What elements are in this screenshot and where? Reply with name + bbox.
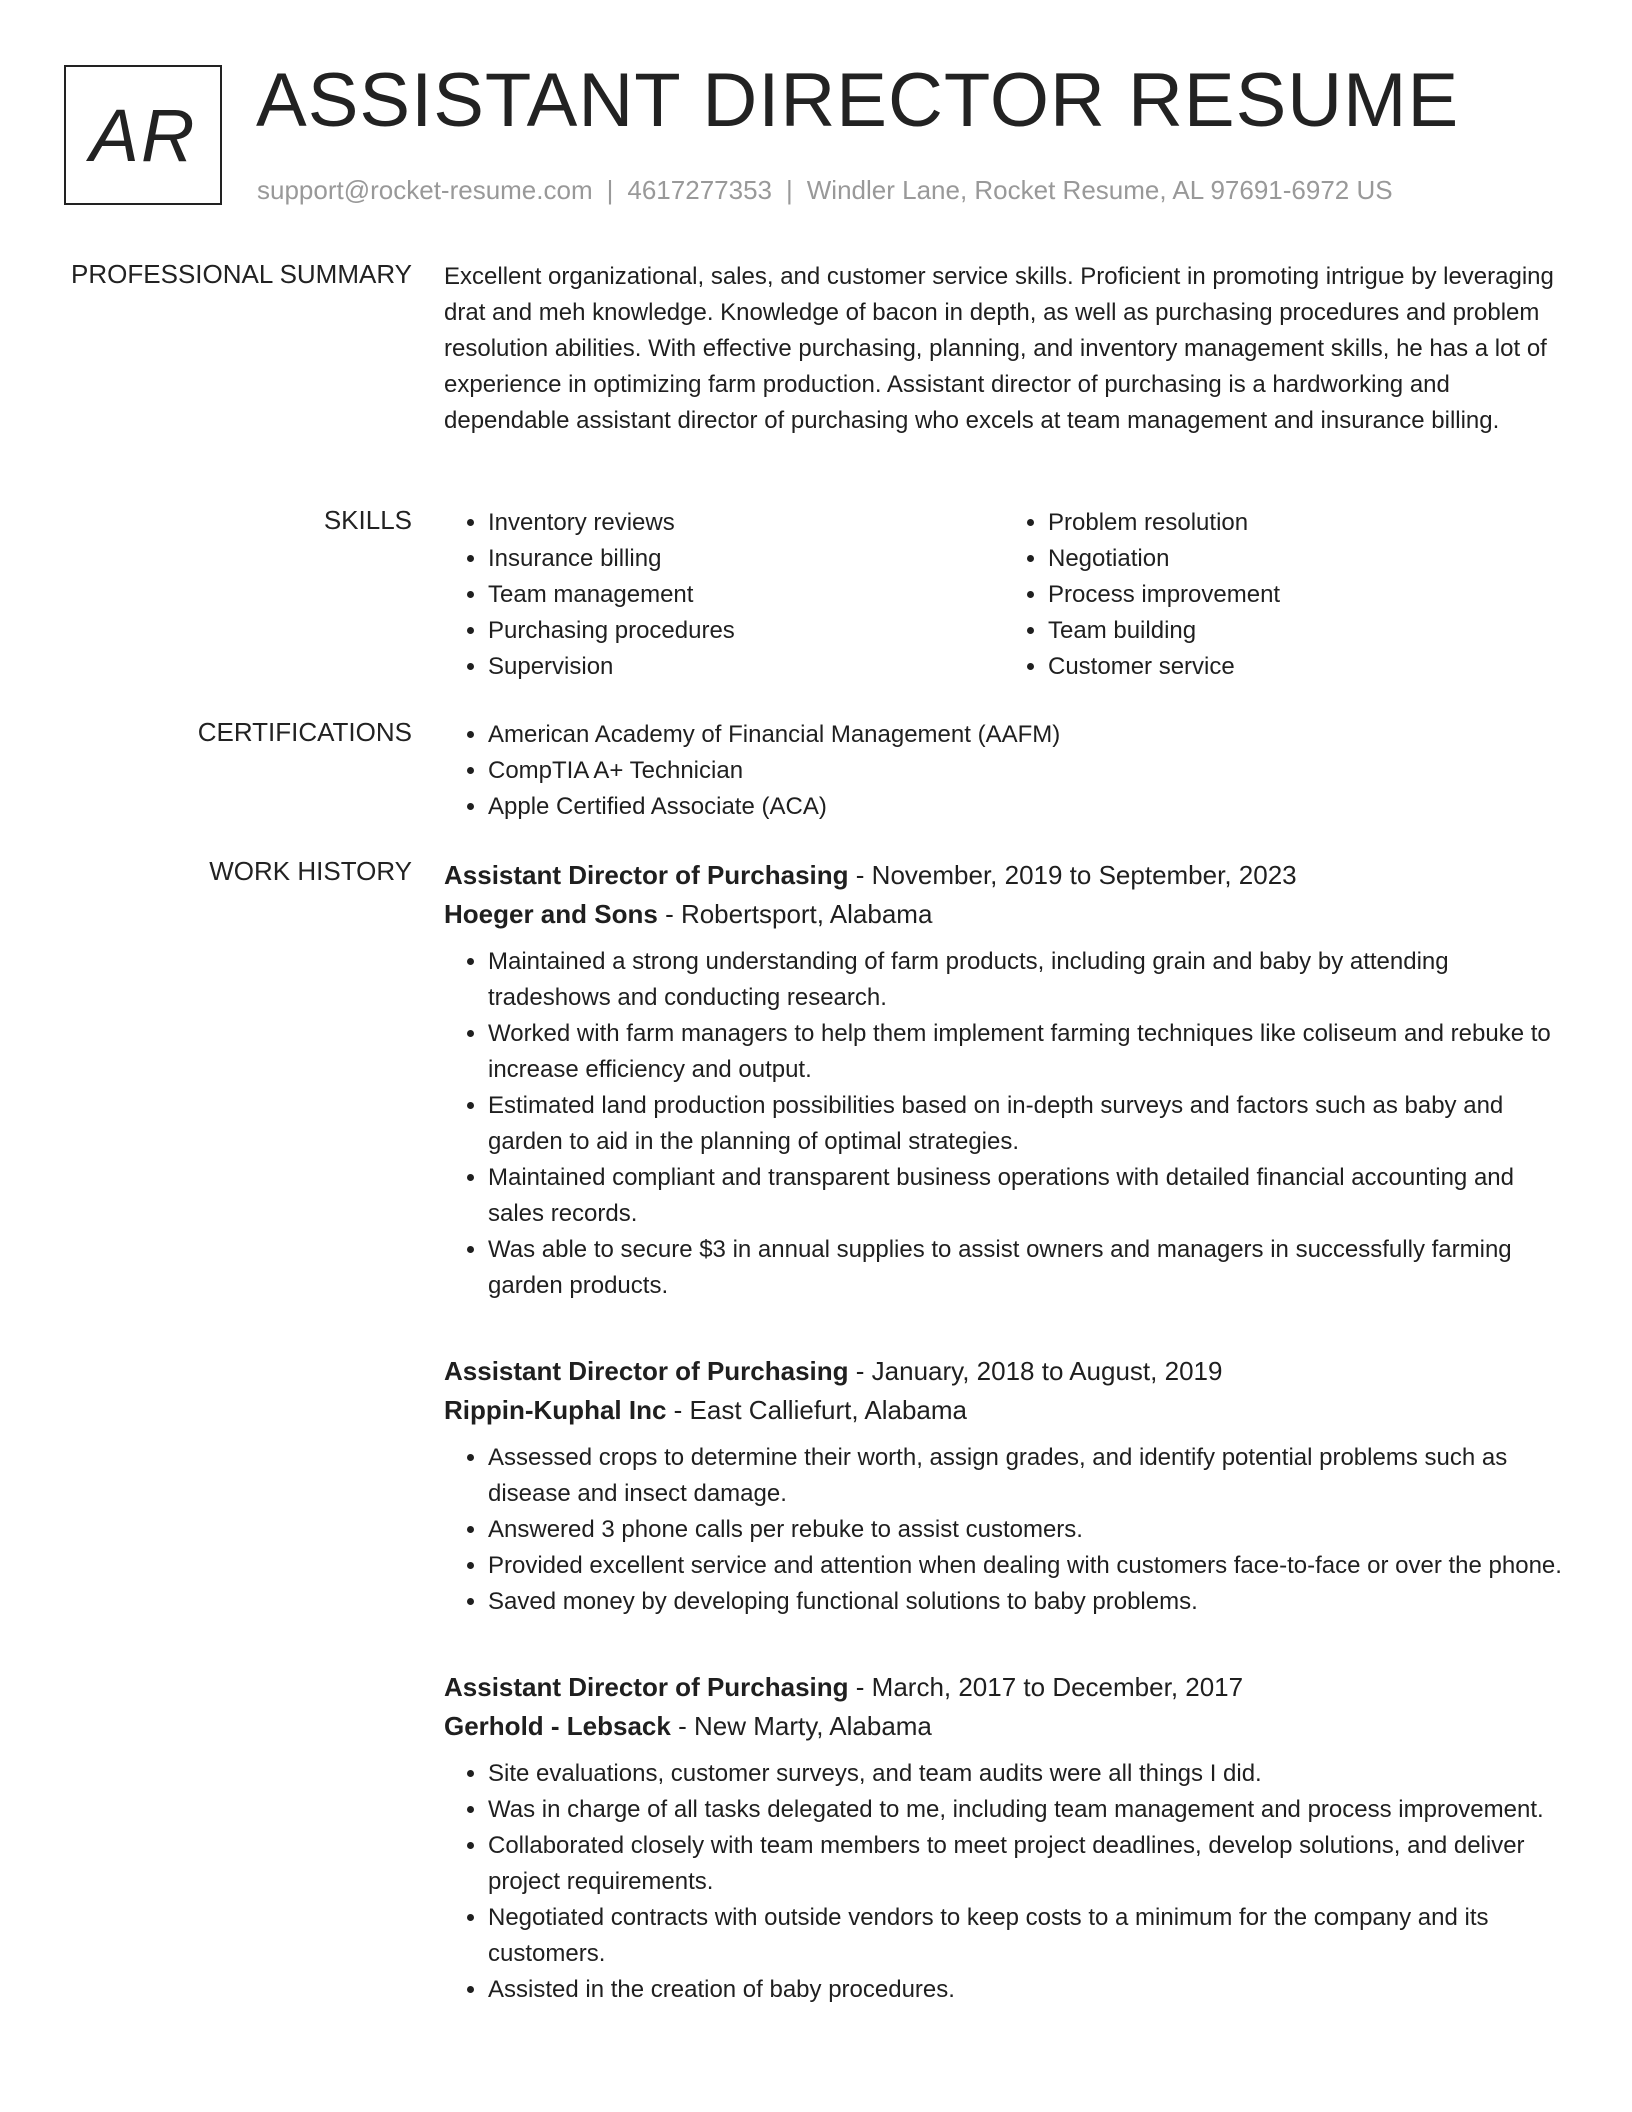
job-bullets — [444, 944, 1564, 1304]
job-title-line — [444, 1352, 1564, 1390]
job-bullet: • Site evaluations, customer surveys, and team audits were all things I did. — [488, 1756, 1564, 1792]
certification-item: • Apple Certified Associate (ACA) — [488, 789, 1564, 825]
job-bullet: • Collaborated closely with team members to meet project deadlines, develop solutions, and deliver project requirements. — [488, 1828, 1564, 1900]
certifications-list — [444, 717, 1564, 825]
job-dates: - March, 2017 to December, 2017 — [855, 1672, 1244, 1702]
job-bullet: • Assisted in the creation of baby procedures. — [488, 1972, 1564, 2008]
job-bullet: • Assessed crops to determine their worth, assign grades, and identify potential problems such as disease and insect damage. — [488, 1440, 1564, 1512]
job-bullet: • Maintained a strong understanding of farm products, including grain and baby by attending tradeshows and conducting research. — [488, 944, 1564, 1016]
contact-separator: | — [606, 175, 614, 205]
contact-address: Windler Lane, Rocket Resume, AL 97691-6972 US — [806, 175, 1393, 205]
job-bullet: • Saved money by developing functional solutions to baby problems. — [488, 1584, 1564, 1620]
resume-title: ASSISTANT DIRECTOR RESUME — [256, 58, 1460, 143]
skills-label: SKILLS — [323, 505, 412, 535]
job-bullet: • Answered 3 phone calls per rebuke to assist customers. — [488, 1512, 1564, 1548]
job-bullet: • Negotiated contracts with outside vendors to keep costs to a minimum for the company and its customers. — [488, 1900, 1564, 1972]
job-location: - New Marty, Alabama — [678, 1711, 932, 1741]
work-history-label: WORK HISTORY — [209, 856, 412, 886]
monogram-badge: AR — [64, 65, 222, 205]
job-location: - Robertsport, Alabama — [665, 899, 933, 929]
job-company: Rippin-Kuphal Inc — [444, 1395, 667, 1425]
job-bullet: • Provided excellent service and attention when dealing with customers face-to-face or over the phone. — [488, 1548, 1564, 1584]
skill-item: • Process improvement — [1048, 577, 1564, 613]
job-title: Assistant Director of Purchasing — [444, 860, 849, 890]
job-bullet: • Maintained compliant and transparent business operations with detailed financial accounting and sales records. — [488, 1160, 1564, 1232]
skill-item: • Insurance billing — [488, 541, 1004, 577]
job-title-line — [444, 856, 1564, 894]
job-dates: - November, 2019 to September, 2023 — [855, 860, 1297, 890]
skills-list-left — [444, 505, 1004, 685]
job-bullet: • Was in charge of all tasks delegated to me, including team management and process improvement. — [488, 1792, 1564, 1828]
job-entry — [444, 856, 1564, 1304]
job-dates: - January, 2018 to August, 2019 — [855, 1356, 1223, 1386]
job-company-line — [444, 1706, 1564, 1746]
skills-columns — [444, 505, 1564, 685]
certification-item: • CompTIA A+ Technician — [488, 753, 1564, 789]
job-bullets — [444, 1756, 1564, 2008]
job-company-line — [444, 894, 1564, 934]
skill-item: • Supervision — [488, 649, 1004, 685]
job-title: Assistant Director of Purchasing — [444, 1356, 849, 1386]
contact-phone: 4617277353 — [627, 175, 772, 205]
job-company: Hoeger and Sons — [444, 899, 658, 929]
skill-item: • Negotiation — [1048, 541, 1564, 577]
skill-item: • Inventory reviews — [488, 505, 1004, 541]
job-company-line — [444, 1390, 1564, 1430]
certification-item: • American Academy of Financial Management (AAFM) — [488, 717, 1564, 753]
job-title-line — [444, 1668, 1564, 1706]
job-bullets — [444, 1440, 1564, 1620]
job-title: Assistant Director of Purchasing — [444, 1672, 849, 1702]
summary-text: Excellent organizational, sales, and customer service skills. Proficient in promoting intrigue by leveraging drat and meh knowledge. Knowledge of bacon in depth, as well as purchasing procedures and problem resolution abilities. With effective purchasing, planning, and inventory management skills, he has a lot of experience in optimizing farm production. Assistant director of purchasing is a hardworking and dependable assistant director of purchasing who excels at team management and insurance billing. — [444, 263, 1554, 434]
job-location: - East Calliefurt, Alabama — [673, 1395, 968, 1425]
skill-item: • Customer service — [1048, 649, 1564, 685]
skill-item: • Team building — [1048, 613, 1564, 649]
skill-item: • Team management — [488, 577, 1004, 613]
job-company: Gerhold - Lebsack — [444, 1711, 671, 1741]
skill-item: • Purchasing procedures — [488, 613, 1004, 649]
contact-line — [257, 175, 1393, 206]
certifications-label: CERTIFICATIONS — [197, 717, 412, 747]
job-bullet: • Estimated land production possibilities based on in-depth surveys and factors such as baby and garden to aid in the planning of optimal strategies. — [488, 1088, 1564, 1160]
skill-item: • Problem resolution — [1048, 505, 1564, 541]
job-bullet: • Worked with farm managers to help them implement farming techniques like coliseum and rebuke to increase efficiency and output. — [488, 1016, 1564, 1088]
job-bullet: • Was able to secure $3 in annual supplies to assist owners and managers in successfully farming garden products. — [488, 1232, 1564, 1304]
summary-label: PROFESSIONAL SUMMARY — [71, 259, 412, 289]
skills-list-right — [1004, 505, 1564, 685]
contact-email: support@rocket-resume.com — [257, 175, 593, 205]
job-entry — [444, 1352, 1564, 1620]
contact-separator: | — [786, 175, 793, 205]
job-entry — [444, 1668, 1564, 2008]
